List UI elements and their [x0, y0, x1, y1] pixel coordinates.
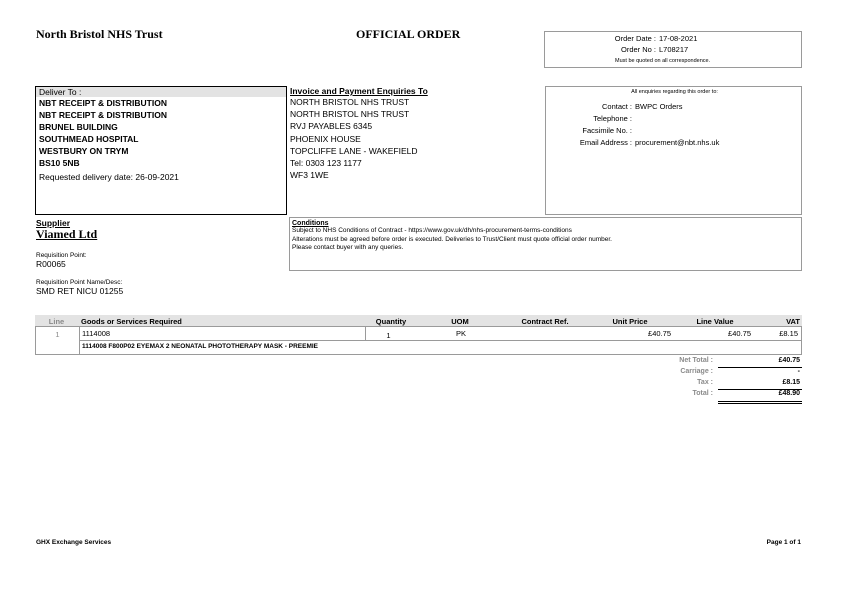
col-uom-header: UOM	[451, 317, 469, 326]
supplier-heading: Supplier	[36, 218, 71, 228]
net-total-value: £40.75	[778, 357, 800, 364]
footer-left: GHX Exchange Services	[36, 539, 112, 546]
supplier-block	[36, 218, 286, 296]
col-value-header: Line Value	[696, 317, 734, 326]
row-description: 1114008 F800P02 EYEMAX 2 NEONATAL PHOTOTHERAPY MASK - PREEMIE	[82, 343, 319, 350]
deliver-line: SOUTHMEAD HOSPITAL	[39, 134, 139, 144]
order-date-value: 17-08-2021	[659, 34, 698, 43]
req-name-value: SMD RET NICU 01255	[36, 286, 124, 296]
tax-label: Tax :	[697, 379, 713, 386]
deliver-line: NBT RECEIPT & DISTRIBUTION	[39, 110, 167, 120]
col-line-header: Line	[48, 317, 65, 326]
deliver-box	[35, 86, 287, 215]
col-vat-header: VAT	[786, 317, 800, 326]
order-note: Must be quoted on all correspondence.	[615, 58, 711, 64]
invoice-line: TOPCLIFFE LANE - WAKEFIELD	[290, 145, 418, 156]
deliver-address	[36, 97, 286, 169]
contact-value: BWPC Orders	[635, 102, 683, 111]
items-table	[35, 315, 802, 355]
deliver-line: WESTBURY ON TRYM	[39, 146, 129, 156]
row-code: 1114008	[82, 329, 111, 338]
totals-block	[620, 357, 802, 405]
carriage-label: Carriage :	[680, 368, 713, 375]
total-rule	[718, 403, 802, 404]
conditions-heading: Conditions	[292, 220, 329, 227]
invoice-line: NORTH BRISTOL NHS TRUST	[290, 97, 410, 107]
invoice-address	[290, 96, 544, 181]
col-unit-header: Unit Price	[612, 317, 648, 326]
tax-value: £8.15	[782, 379, 800, 386]
row-vat: £8.15	[779, 329, 798, 338]
table-row	[35, 326, 802, 355]
invoice-line: WF3 1WE	[290, 170, 329, 181]
invoice-line: RVJ PAYABLES 6345	[290, 121, 373, 132]
req-name-label: Requisition Point Name/Desc:	[36, 279, 123, 286]
supplier-name: Viamed Ltd	[36, 227, 98, 241]
condition-line: Alterations must be agreed before order is executed. Deliveries to Trust/Client must quote official order number.	[292, 235, 612, 243]
condition-line: Please contact buyer with any queries.	[292, 244, 404, 251]
col-qty-header: Quantity	[375, 317, 407, 326]
deliver-line: BRUNEL BUILDING	[39, 122, 118, 132]
total-label: Total :	[692, 390, 713, 397]
enquiries-box	[545, 86, 802, 215]
footer-page: Page 1 of 1	[766, 539, 801, 546]
row-divider	[366, 340, 801, 341]
deliver-heading: Deliver To :	[36, 87, 286, 97]
row-unit-price: £40.75	[648, 329, 671, 338]
order-no-label: Order No :	[620, 45, 656, 54]
invoice-block	[290, 86, 544, 215]
order-date-label: Order Date :	[614, 34, 656, 43]
invoice-line: NORTH BRISTOL NHS TRUST	[290, 109, 410, 120]
col-goods-header: Goods or Services Required	[81, 317, 182, 326]
deliver-line: BS10 5NB	[39, 158, 80, 168]
fax-label: Facsimile No. :	[582, 126, 632, 135]
org-name: North Bristol NHS Trust	[36, 27, 163, 41]
order-no-value: L708217	[659, 45, 689, 54]
email-label: Email Address :	[579, 138, 632, 147]
row-divider	[80, 340, 365, 341]
total-rule	[718, 401, 802, 402]
requested-delivery: Requested delivery date: 26-09-2021	[39, 172, 179, 182]
contact-label: Contact :	[601, 102, 632, 111]
invoice-line: PHOENIX HOUSE	[290, 133, 361, 144]
page-title: OFFICIAL ORDER	[356, 27, 461, 41]
req-point-value: R00065	[36, 259, 66, 269]
deliver-line: NBT RECEIPT & DISTRIBUTION	[39, 98, 167, 108]
carriage-value: -	[797, 368, 800, 375]
order-info-box	[544, 31, 802, 68]
telephone-label: Telephone :	[593, 114, 632, 123]
enquiries-heading: All enquiries regarding this order to:	[631, 89, 718, 95]
row-line-no: 1	[55, 330, 60, 339]
row-line-value: £40.75	[728, 329, 751, 338]
invoice-heading: Invoice and Payment Enquiries To	[290, 86, 428, 96]
condition-line: Subject to NHS Conditions of Contract - https://www.gov.uk/dh/nhs-procurement-terms-conditions	[292, 227, 572, 234]
invoice-line: Tel: 0303 123 1177	[290, 158, 362, 169]
email-value: procurement@nbt.nhs.uk	[635, 138, 720, 147]
net-total-label: Net Total :	[679, 357, 713, 364]
col-contract-header: Contract Ref.	[521, 317, 569, 326]
conditions-box	[289, 217, 802, 271]
total-value: £48.90	[778, 390, 800, 397]
req-point-label: Requisition Point:	[36, 252, 87, 259]
row-qty: 1	[386, 331, 391, 340]
conditions-text	[290, 227, 801, 253]
row-uom: PK	[455, 329, 466, 338]
